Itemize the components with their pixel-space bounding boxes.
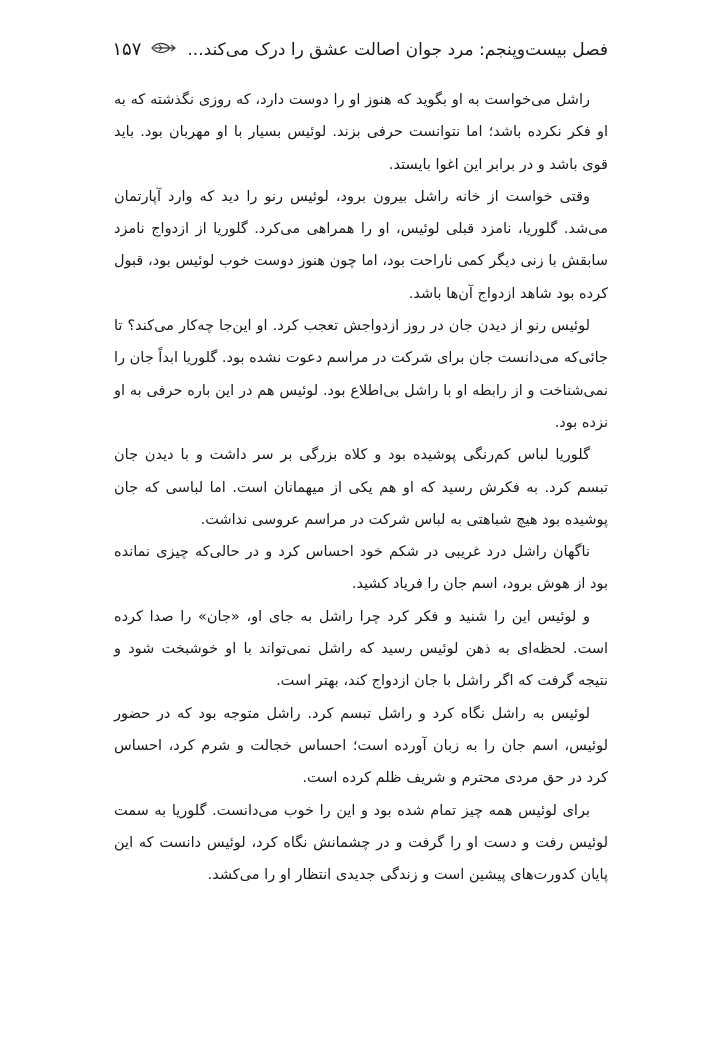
page-number: ۱۵۷ — [112, 39, 142, 60]
paragraph: راشل می‌خواست به او بگوید که هنوز او را دوست دارد، که روزی نگذشته که به او فکر نکرده باشد؛ اما نتوانست حرفی بزند. لوئیس بسیار با او مهربان بود. باید قوی باشد و در برابر این اغوا بایستد. — [114, 92, 608, 173]
paragraph: گلوریا لباس کم‌رنگی پوشیده بود و کلاه بزرگی بر سر داشت و با دیدن جان تبسم کرد. به فکرش رسید که او هم یکی از میهمانان است. اما لباسی که جان پوشیده بود هیچ شباهتی به لباس شرکت در مراسم عروسی نداشت. — [114, 447, 608, 528]
paragraph: لوئیس به راشل نگاه کرد و راشل تبسم کرد. راشل متوجه بود که در حضور لوئیس، اسم جان را به زبان آورده است؛ احساس خجالت و شرم کرد، احساس کرد در حق مردی محترم و شریف ظلم کرده است. — [114, 705, 608, 787]
paragraph: برای لوئیس همه چیز تمام شده بود و این را خوب می‌دانست. گلوریا به سمت لوئیس رفت و دست او را گرفت و در چشمانش نگاه کرد، لوئیس دانست که این پایان کدورت‌های پیشین است و زندگی جدیدی انتظار او را می‌کشد. — [114, 802, 608, 884]
paragraph: و لوئیس این را شنید و فکر کرد چرا راشل به جای او، «جان» را صدا کرده است. لحظه‌ای به ذهن لوئیس رسید که راشل نمی‌تواند با او خوشبخت شود و نتیجه گرفت که اگر راشل با جان ازدواج کند، بهتر است. — [114, 608, 608, 690]
chapter-title: فصل بیست‌وپنجم: مرد جوان اصالت عشق را درک می‌کند... — [187, 40, 608, 60]
leaf-flourish-icon — [151, 30, 177, 70]
paragraph: لوئیس رنو از دیدن جان در روز ازدواجش تعجب کرد. او این‌جا چه‌کار می‌کند؟ تا جائی‌که می‌دانست جان برای شرکت در مراسم دعوت نشده بود. گلوریا ابداً جان را نمی‌شناخت و از رابطه او با راشل بی‌اطلاع بود. لوئیس هم در این باره حرفی به او نزده بود. — [114, 318, 608, 431]
running-header — [112, 30, 608, 70]
paragraph: وقتی خواست از خانه راشل بیرون برود، لوئیس رنو را دید که وارد آپارتمان می‌شد. گلوریا، نامزد قبلی لوئیس، او را همراهی می‌کرد. گلوریا از ازدواج نامزد سابقش با زنی دیگر کمی ناراحت بود، اما چون هنوز دوست خوب لوئیس بود، قبول کرده بود شاهد ازدواج آن‌ها باشد. — [114, 188, 608, 302]
paragraph: ناگهان راشل درد غریبی در شکم خود احساس کرد و در حالی‌که چیزی نمانده بود از هوش برود، اسم جان را فریاد کشید. — [114, 544, 608, 593]
body-text — [114, 84, 608, 891]
